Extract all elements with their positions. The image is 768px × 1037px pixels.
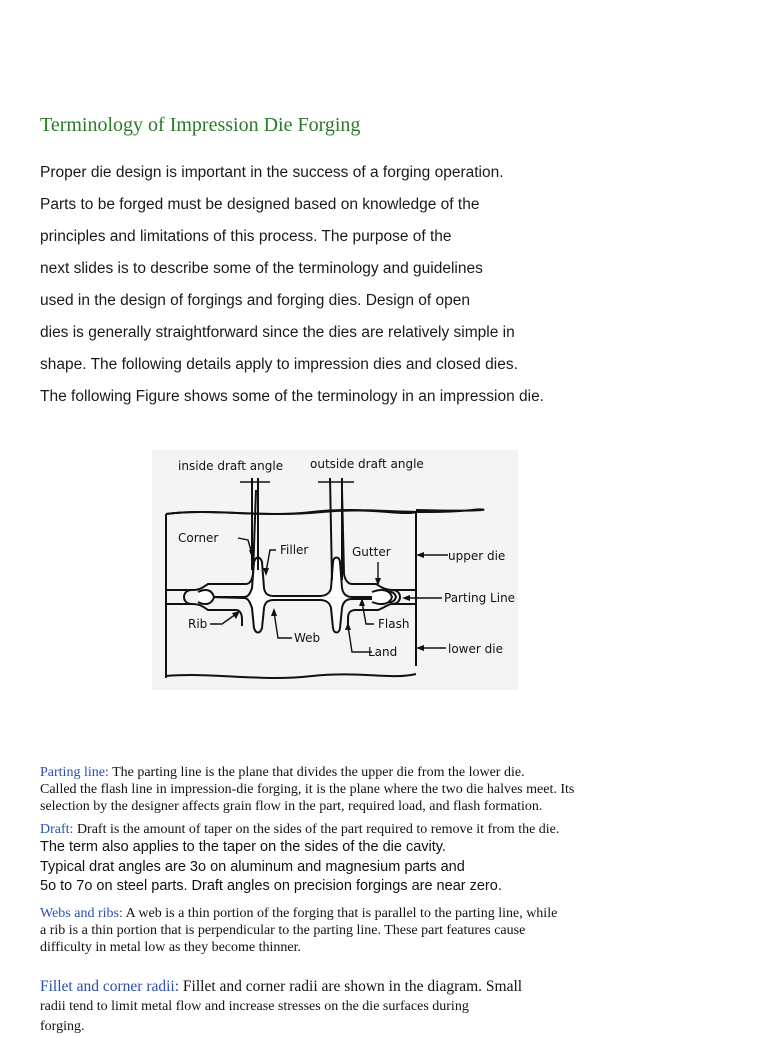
- land-arrow: [345, 622, 351, 630]
- label-land: Land: [368, 645, 398, 659]
- definition-line: 5o to 7o on steel parts. Draft angles on precision forgings are near zero.: [40, 878, 502, 894]
- intro-paragraph: [40, 160, 640, 416]
- intro-line: used in the design of forgings and forging dies. Design of open: [40, 292, 470, 309]
- definition-line: Fillet and corner radii are shown in the diagram. Small: [179, 978, 523, 995]
- upper-die-face-right: [342, 490, 416, 590]
- parting-line-arrow: [402, 595, 410, 601]
- definition-line: radii tend to limit metal flow and increase stresses on the die surfaces during: [40, 999, 469, 1014]
- definition-line: Draft is the amount of taper on the sides of the part required to remove it from the die.: [73, 822, 560, 837]
- label-rib: Rib: [188, 617, 208, 631]
- label-outside-draft-angle: outside draft angle: [310, 457, 424, 471]
- intro-line: Parts to be forged must be designed based on knowledge of the: [40, 196, 480, 213]
- label-upper-die: upper die: [448, 549, 506, 563]
- term-draft: Draft:: [40, 822, 74, 837]
- impression-die-diagram: [152, 450, 518, 690]
- intro-line: principles and limitations of this process. The purpose of the: [40, 228, 452, 245]
- definition-line: Called the flash line in impression-die forging, it is the plane where the two die halves meet. Its: [40, 782, 575, 797]
- term-fillet: Fillet and corner radii:: [40, 978, 180, 995]
- flash-right: [372, 590, 392, 604]
- web-arrow: [271, 608, 277, 616]
- term-webs-ribs: Webs and ribs:: [40, 906, 123, 921]
- intro-line: shape. The following details apply to impression dies and closed dies.: [40, 356, 518, 373]
- definition-line: a rib is a thin portion that is perpendicular to the parting line. These part features cause: [40, 923, 526, 938]
- forged-part: [208, 558, 396, 603]
- intro-line: next slides is to describe some of the terminology and guidelines: [40, 260, 483, 277]
- definition-fillet: [40, 977, 640, 1037]
- term-parting-line: Parting line:: [40, 765, 109, 780]
- definition-parting-line: [40, 764, 640, 815]
- definition-line: selection by the designer affects grain flow in the part, required load, and flash formation.: [40, 799, 543, 814]
- definition-line: The term also applies to the taper on the sides of the die cavity.: [40, 839, 446, 855]
- rib-arrow: [232, 611, 240, 619]
- label-flash: Flash: [378, 617, 410, 631]
- upper-die-arrow: [416, 552, 424, 558]
- definition-line: A web is a thin portion of the forging that is parallel to the parting line, while: [122, 906, 558, 921]
- label-corner: Corner: [178, 531, 219, 545]
- intro-line: Proper die design is important in the success of a forging operation.: [40, 164, 504, 181]
- label-filler: Filler: [280, 543, 309, 557]
- definition-line: difficulty in metal low as they become thinner.: [40, 940, 302, 955]
- label-parting-line: Parting Line: [444, 591, 516, 605]
- outside-draft-line-1: [330, 478, 332, 580]
- label-web: Web: [294, 631, 321, 645]
- label-gutter: Gutter: [352, 545, 391, 559]
- lower-die-arrow: [416, 645, 424, 651]
- flash-left: [198, 590, 214, 604]
- label-inside-draft-angle: inside draft angle: [178, 459, 284, 473]
- gutter-left: [184, 590, 192, 604]
- definition-line: forging.: [40, 1019, 85, 1034]
- rib-leader: [210, 614, 236, 624]
- definition-webs-ribs: [40, 905, 640, 956]
- die-top-wavy-edge: [166, 510, 416, 514]
- die-diagram-svg: [152, 450, 518, 690]
- page-title: Terminology of Impression Die Forging: [40, 114, 361, 136]
- label-lower-die: lower die: [448, 642, 503, 656]
- die-bottom-wavy-edge: [166, 674, 416, 678]
- definition-draft: [40, 821, 640, 897]
- intro-line: dies is generally straightforward since the dies are relatively simple in: [40, 324, 515, 341]
- definition-line: Typical drat angles are 3o on aluminum and magnesium parts and: [40, 858, 465, 875]
- definition-line: The parting line is the plane that divides the upper die from the lower die.: [108, 765, 525, 780]
- intro-line: The following Figure shows some of the terminology in an impression die.: [40, 388, 544, 405]
